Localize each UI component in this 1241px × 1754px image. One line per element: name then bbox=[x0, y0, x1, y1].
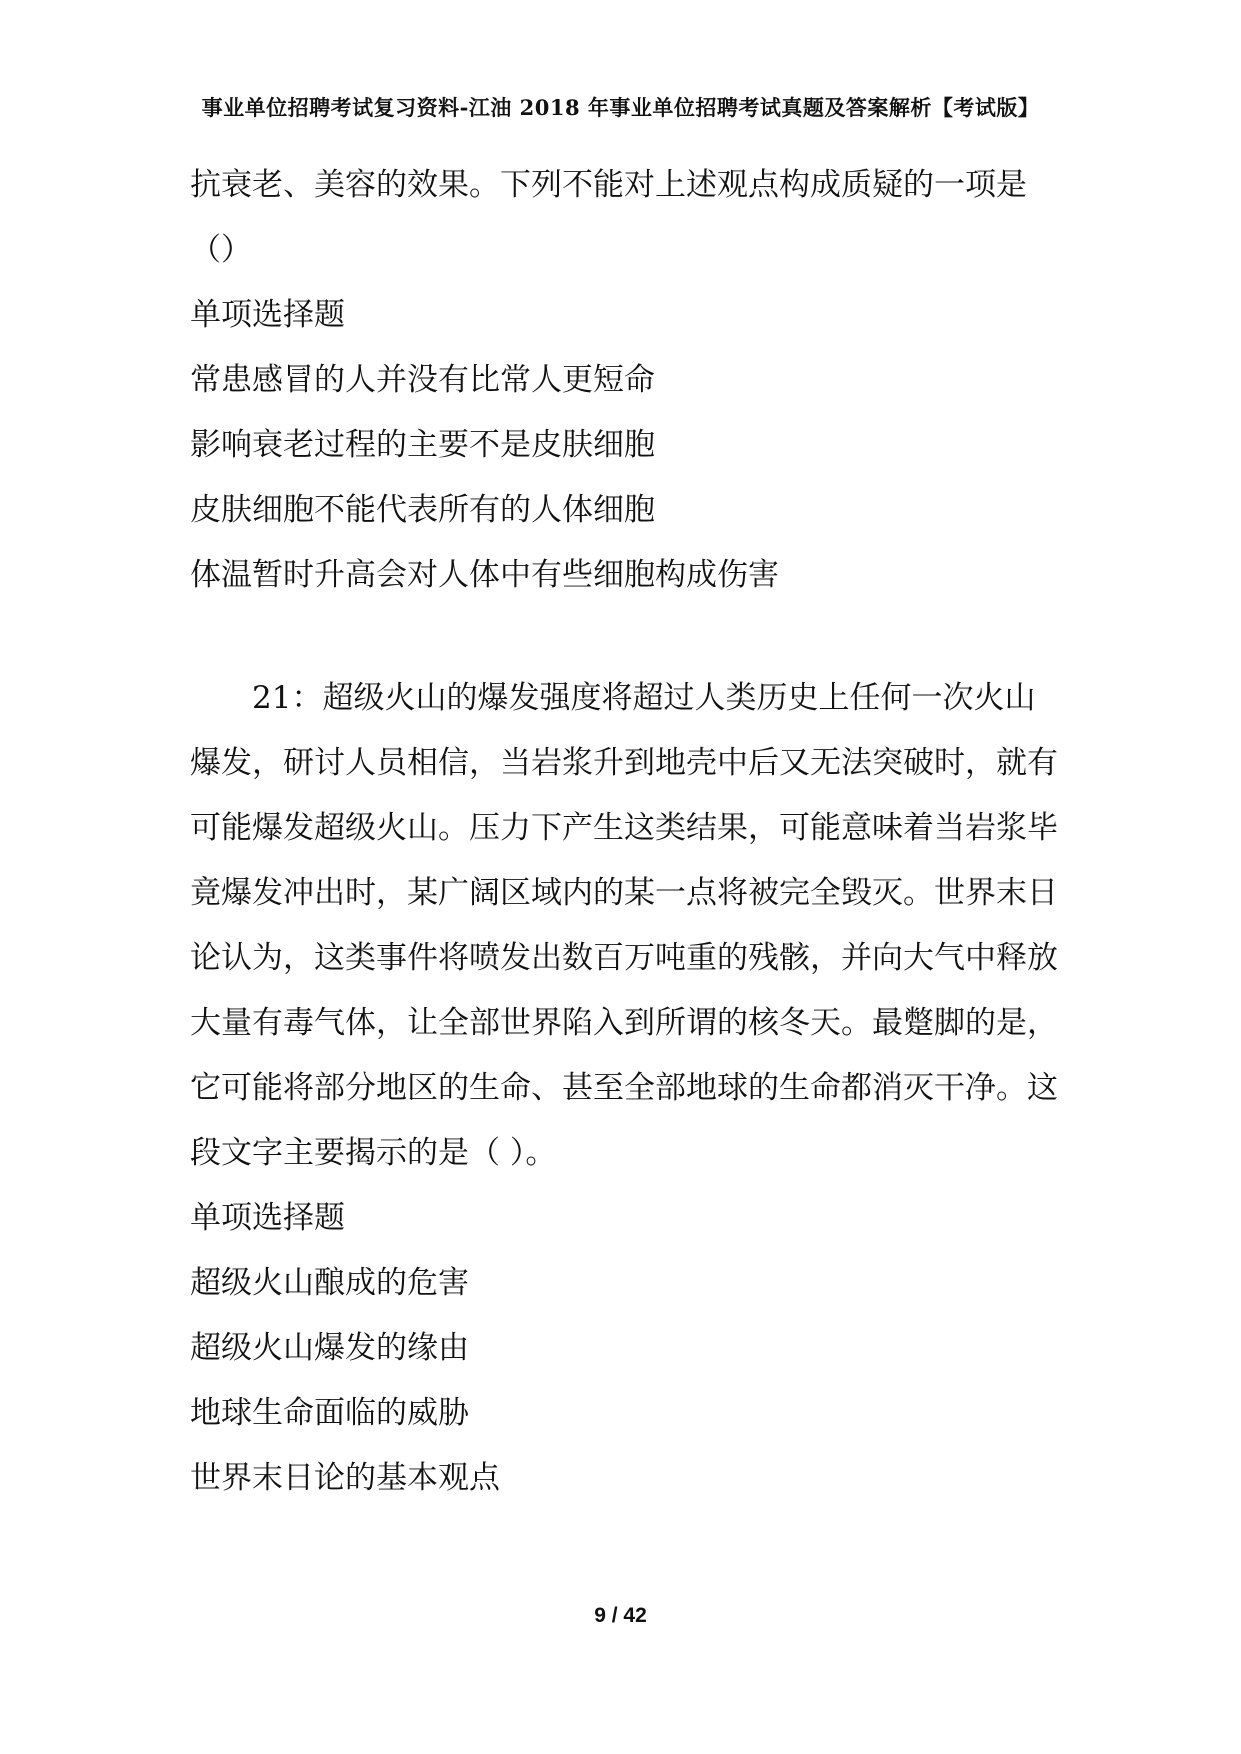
question-text-line: 论认为，这类事件将喷发出数百万吨重的残骸，并向大气中释放 bbox=[190, 940, 1058, 976]
question-20 bbox=[190, 160, 1090, 615]
option-d: 体温暂时升高会对人体中有些细胞构成伤害 bbox=[190, 557, 779, 593]
question-21 bbox=[190, 673, 1090, 1518]
option-b: 影响衰老过程的主要不是皮肤细胞 bbox=[190, 427, 655, 463]
page-number: 9 / 42 bbox=[594, 1604, 647, 1627]
spacer bbox=[190, 615, 1090, 673]
question-text-line: 抗衰老、美容的效果。下列不能对上述观点构成质疑的一项是 bbox=[190, 167, 1027, 203]
option-c: 地球生命面临的威胁 bbox=[190, 1395, 469, 1431]
option-a: 常患感冒的人并没有比常人更短命 bbox=[190, 362, 655, 398]
question-text-line: 它可能将部分地区的生命、甚至全部地球的生命都消灭干净。这 bbox=[190, 1070, 1058, 1106]
question-text-line: 21：超级火山的爆发强度将超过人类历史上任何一次火山 bbox=[252, 680, 1036, 716]
question-type-label: 单项选择题 bbox=[190, 1200, 345, 1236]
question-text-line: （） bbox=[190, 232, 252, 268]
option-a: 超级火山酿成的危害 bbox=[190, 1265, 469, 1301]
option-b: 超级火山爆发的缘由 bbox=[190, 1330, 469, 1366]
question-text-line: 竟爆发冲出时，某广阔区域内的某一点将被完全毁灭。世界末日 bbox=[190, 875, 1058, 911]
question-type-label: 单项选择题 bbox=[190, 297, 345, 333]
page-content bbox=[190, 160, 1090, 1518]
question-text-line: 爆发，研讨人员相信，当岩浆升到地壳中后又无法突破时，就有 bbox=[190, 745, 1058, 781]
question-text-line: 可能爆发超级火山。压力下产生这类结果，可能意味着当岩浆毕 bbox=[190, 810, 1058, 846]
question-text-line: 段文字主要揭示的是（ ）。 bbox=[190, 1135, 557, 1171]
page-header: 事业单位招聘考试复习资料-江油 2018 年事业单位招聘考试真题及答案解析【考试版】 bbox=[201, 95, 1040, 120]
question-text-line: 大量有毒气体，让全部世界陷入到所谓的核冬天。最蹩脚的是， bbox=[190, 1005, 1058, 1041]
option-c: 皮肤细胞不能代表所有的人体细胞 bbox=[190, 492, 655, 528]
option-d: 世界末日论的基本观点 bbox=[190, 1460, 500, 1496]
